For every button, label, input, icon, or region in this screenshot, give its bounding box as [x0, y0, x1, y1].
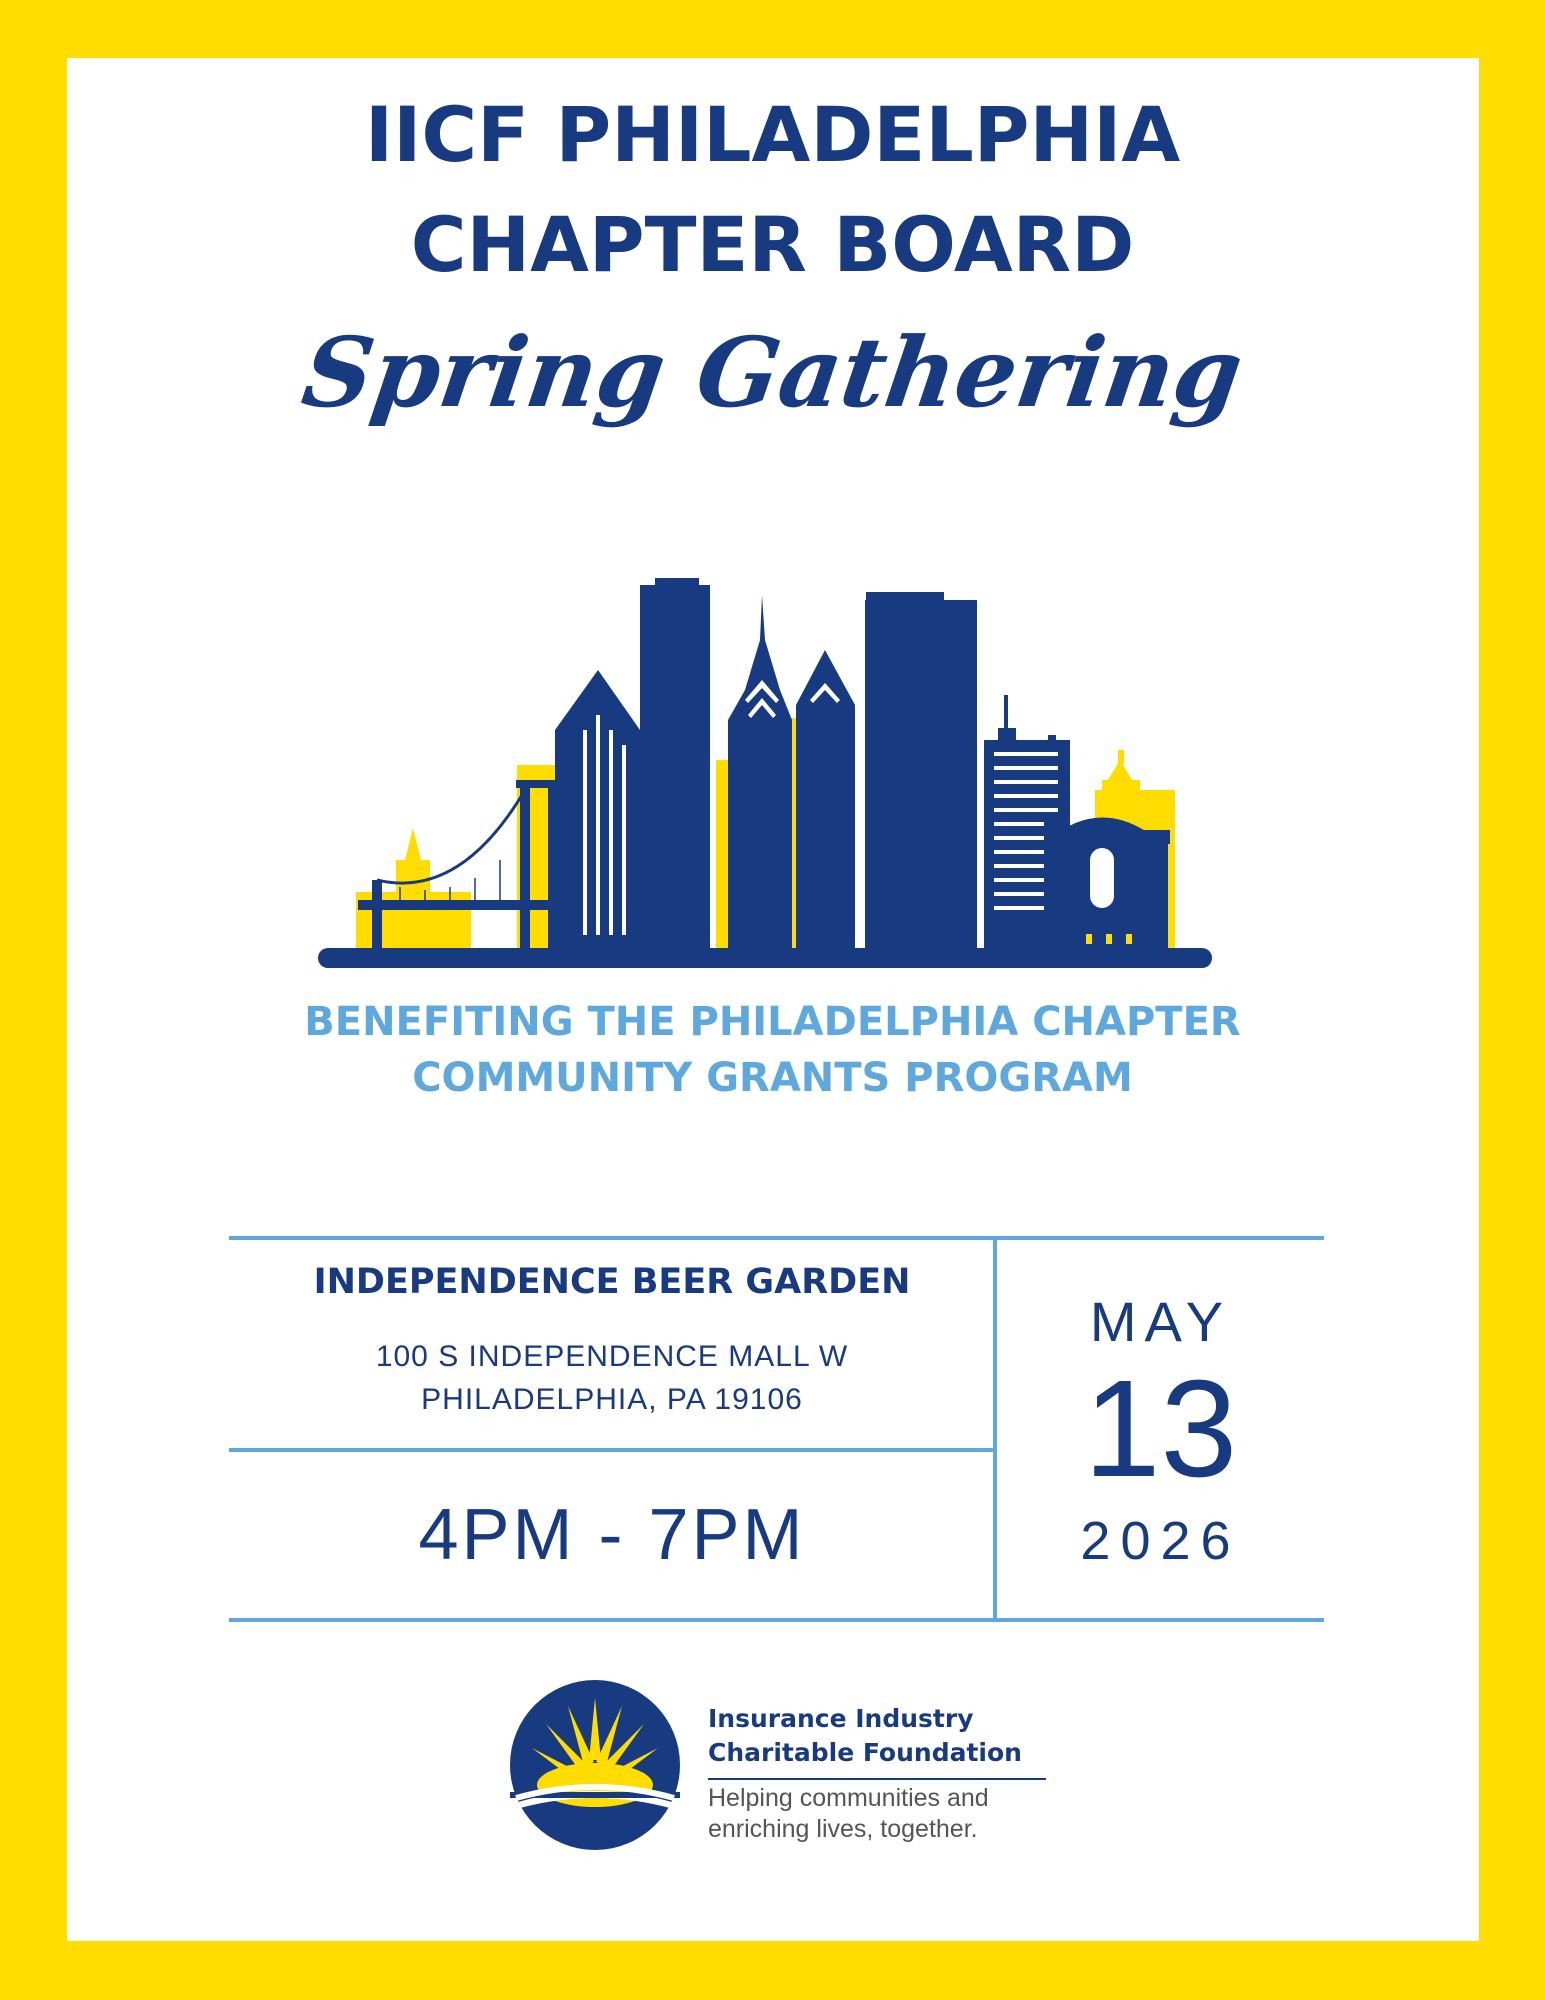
org-name-line-1: Insurance Industry [708, 1704, 974, 1733]
grid-bottom-rule [229, 1618, 1324, 1622]
address-line-2: PHILADELPHIA, PA 19106 [421, 1383, 803, 1416]
tagline-line-2: enriching lives, together. [708, 1815, 978, 1843]
benefit-line-2: COMMUNITY GRANTS PROGRAM [412, 1055, 1133, 1101]
date-month: MAY [1089, 1290, 1232, 1353]
title-line-1: IICF PHILADELPHIA [364, 90, 1181, 179]
grid-middle-rule [229, 1448, 995, 1452]
date-day: 13 [1083, 1352, 1238, 1506]
benefit-line-1: BENEFITING THE PHILADELPHIA CHAPTER [304, 999, 1241, 1045]
sunrise-logo-icon [510, 1680, 680, 1850]
title-line-2: CHAPTER BOARD [410, 200, 1135, 289]
grid-top-rule [229, 1236, 1324, 1240]
org-name-line-2: Charitable Foundation [708, 1738, 1022, 1767]
philadelphia-skyline-illustration [250, 510, 1295, 980]
date-year: 2026 [1080, 1511, 1241, 1571]
event-script-subtitle: Spring Gathering [296, 316, 1250, 429]
tagline-line-1: Helping communities and [708, 1784, 989, 1812]
address-line-1: 100 S INDEPENDENCE MALL W [375, 1340, 849, 1373]
venue-name: INDEPENDENCE BEER GARDEN [313, 1262, 911, 1302]
event-time: 4PM - 7PM [418, 1495, 806, 1575]
org-divider [708, 1778, 1046, 1780]
